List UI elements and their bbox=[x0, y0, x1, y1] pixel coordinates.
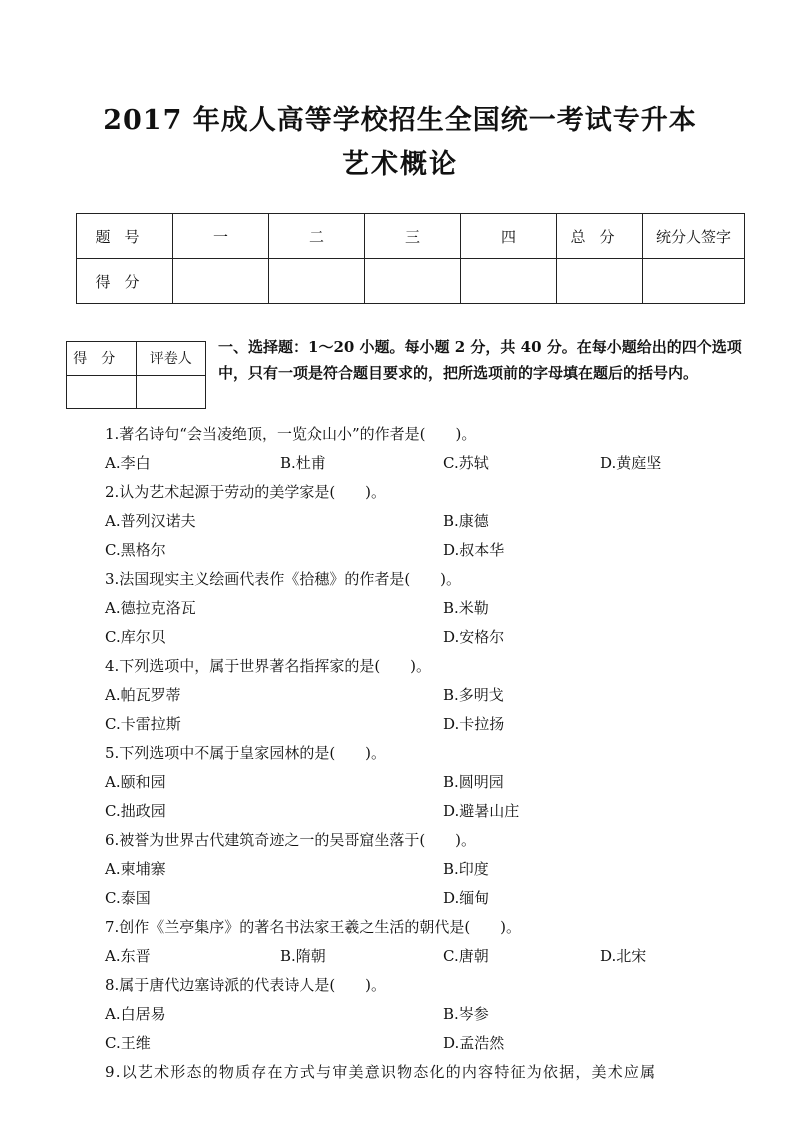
option: D.北宋 bbox=[600, 947, 647, 965]
grader-score-label: 得分 bbox=[67, 342, 137, 376]
score-table-cell: 四 bbox=[461, 214, 557, 259]
option: A.颐和园 bbox=[105, 773, 166, 791]
option: B.圆明园 bbox=[443, 773, 504, 791]
option: A.李白 bbox=[105, 454, 151, 472]
option: C.拙政园 bbox=[105, 802, 166, 820]
option: A.柬埔寨 bbox=[105, 860, 166, 878]
subject-title: 艺术概论 bbox=[342, 149, 458, 180]
option: C.泰国 bbox=[105, 889, 151, 907]
option: C.卡雷拉斯 bbox=[105, 715, 181, 733]
score-table-cell: 题号 bbox=[77, 214, 173, 259]
score-entry-cell bbox=[557, 259, 643, 304]
grader-entry-cell bbox=[67, 375, 137, 409]
option: D.孟浩然 bbox=[443, 1034, 505, 1052]
score-entry-cell bbox=[269, 259, 365, 304]
exam-title: 2017 年成人高等学校招生全国统一考试专升本 bbox=[103, 105, 697, 136]
score-table-cell: 二 bbox=[269, 214, 365, 259]
score-table-cell: 三 bbox=[365, 214, 461, 259]
option: D.叔本华 bbox=[443, 541, 505, 559]
option: D.避暑山庄 bbox=[443, 802, 520, 820]
option: D.卡拉扬 bbox=[443, 715, 505, 733]
score-table-cell: 得分 bbox=[77, 259, 173, 304]
question-stem: 8.属于唐代边塞诗派的代表诗人是( )。 bbox=[105, 976, 387, 994]
grader-box bbox=[66, 341, 206, 409]
option: A.东晋 bbox=[105, 947, 151, 965]
score-table-score-row bbox=[77, 259, 745, 304]
option: A.白居易 bbox=[105, 1005, 166, 1023]
score-entry-cell bbox=[461, 259, 557, 304]
question-stem: 4.下列选项中，属于世界著名指挥家的是( )。 bbox=[105, 657, 432, 675]
option: D.黄庭坚 bbox=[600, 454, 662, 472]
question-stem: 3.法国现实主义绘画代表作《拾穗》的作者是( )。 bbox=[105, 570, 462, 588]
option: B.多明戈 bbox=[443, 686, 504, 704]
option: B.印度 bbox=[443, 860, 489, 878]
score-table-cell: 一 bbox=[173, 214, 269, 259]
option: C.库尔贝 bbox=[105, 628, 166, 646]
question-stem: 7.创作《兰亭集序》的著名书法家王羲之生活的朝代是( )。 bbox=[105, 918, 522, 936]
grader-name-label: 评卷人 bbox=[136, 342, 206, 376]
option: B.米勒 bbox=[443, 599, 489, 617]
question-stem: 6.被誉为世界古代建筑奇迹之一的吴哥窟坐落于( )。 bbox=[105, 831, 477, 849]
option: C.王维 bbox=[105, 1034, 151, 1052]
option: C.唐朝 bbox=[443, 947, 489, 965]
option: B.康德 bbox=[443, 512, 489, 530]
option: B.隋朝 bbox=[280, 947, 326, 965]
score-entry-cell bbox=[173, 259, 269, 304]
option: A.德拉克洛瓦 bbox=[105, 599, 196, 617]
score-entry-cell bbox=[365, 259, 461, 304]
option: A.普列汉诺夫 bbox=[105, 512, 196, 530]
question-stem: 1.著名诗句“会当凌绝顶，一览众山小”的作者是( )。 bbox=[105, 425, 477, 443]
question-stem: 5.下列选项中不属于皇家园林的是( )。 bbox=[105, 744, 387, 762]
question-stem: 9.以艺术形态的物质存在方式与审美意识物态化的内容特征为依据，美术应属 bbox=[105, 1063, 657, 1081]
score-table-cell: 总分 bbox=[557, 214, 643, 259]
option: C.苏轼 bbox=[443, 454, 489, 472]
score-table bbox=[76, 213, 745, 304]
option: B.岑参 bbox=[443, 1005, 489, 1023]
option: B.杜甫 bbox=[280, 454, 326, 472]
option: D.安格尔 bbox=[443, 628, 505, 646]
option: D.缅甸 bbox=[443, 889, 490, 907]
question-stem: 2.认为艺术起源于劳动的美学家是( )。 bbox=[105, 483, 387, 501]
grader-entry-cell bbox=[136, 375, 206, 409]
score-entry-cell bbox=[643, 259, 745, 304]
score-table-cell: 统分人签字 bbox=[643, 214, 745, 259]
option: A.帕瓦罗蒂 bbox=[105, 686, 181, 704]
option: C.黑格尔 bbox=[105, 541, 166, 559]
score-table-header-row bbox=[77, 214, 745, 259]
section-heading: 一、选择题：1～20 小题。每小题 2 分，共 40 分。在每小题给出的四个选项中，只有一项是符合题目要求的，把所选项前的字母填在题后的括号内。 bbox=[218, 338, 742, 382]
